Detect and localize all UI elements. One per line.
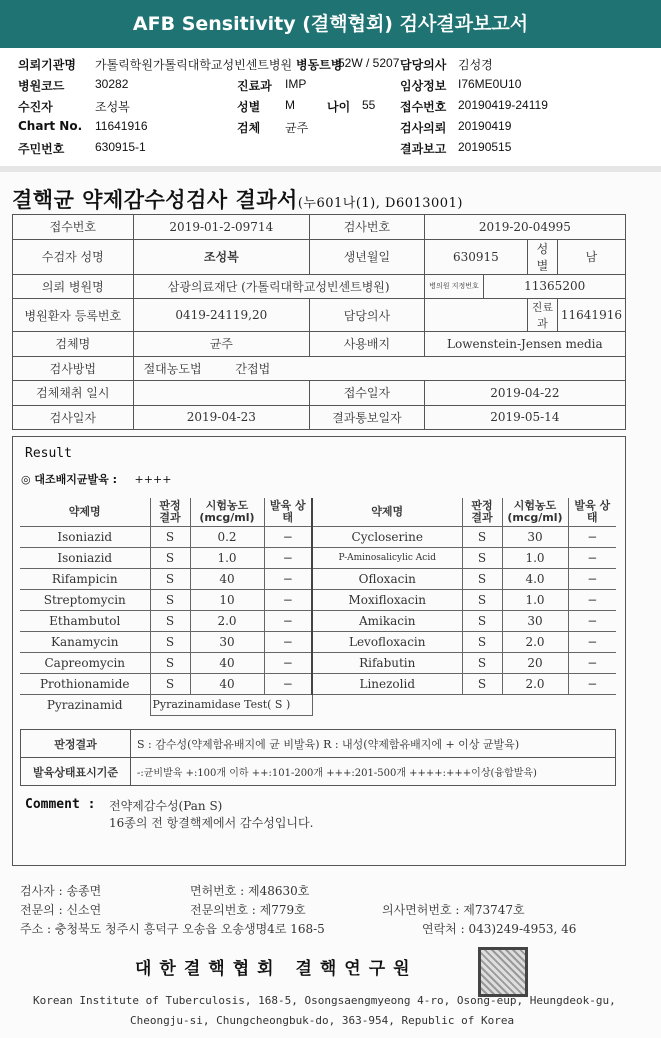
reg-no-label: 병원환자 등록번호	[13, 299, 134, 332]
collect-value	[133, 381, 309, 406]
drug-growth: −	[568, 673, 616, 694]
drug-judge: S	[150, 673, 190, 694]
drug-growth: −	[264, 547, 312, 568]
drug-name: Isoniazid	[20, 547, 150, 568]
comment-line-1: 전약제감수성(Pan S)	[109, 799, 223, 813]
drug-judge: S	[150, 547, 190, 568]
patient-name-label: 수검자 성명	[13, 239, 134, 274]
drug-judge: S	[150, 589, 190, 610]
sex-label-cell: 성별	[528, 239, 558, 274]
report-date-label: 결과보고	[400, 142, 447, 156]
id-value: 630915-1	[95, 140, 146, 154]
exam-no-label: 검사번호	[310, 215, 425, 240]
doctor-value-cell	[424, 299, 527, 332]
specimen-label: 검체	[237, 121, 261, 135]
drug-judge: S	[462, 652, 502, 673]
comment-line-2: 16종의 전 항결핵제에서 감수성입니다.	[109, 816, 314, 830]
table-row	[20, 589, 616, 610]
drug-judge: S	[462, 673, 502, 694]
col-judge: 판정 결과	[150, 498, 190, 526]
col-drug: 약제명	[20, 498, 150, 526]
patient-label: 수진자	[18, 100, 53, 114]
table-row	[20, 652, 616, 673]
drug-conc: 30	[502, 526, 568, 547]
document-title-code: (누601나(1), D6013001)	[297, 196, 463, 211]
reg-no-value: 0419-24119,20	[133, 299, 309, 332]
clinical-value: I76ME0U10	[458, 77, 522, 91]
exam-date-value: 20190419	[458, 119, 512, 133]
hospital-code-value: 30282	[95, 77, 129, 91]
drug-growth: −	[568, 568, 616, 589]
col-growth: 발육 상태	[264, 498, 312, 526]
specimen-label-cell: 검체명	[13, 332, 134, 357]
hospital-label: 의뢰 병원명	[13, 274, 134, 299]
drug-growth: −	[264, 526, 312, 547]
exam-date-label: 검사의뢰	[400, 121, 447, 135]
birth-value: 630915	[424, 239, 527, 274]
legend-table	[20, 729, 616, 786]
received-value: 2019-04-22	[424, 381, 625, 406]
result-section	[12, 436, 626, 866]
doctor-license: 의사면허번호 : 제73747호	[382, 903, 525, 917]
method-values	[133, 356, 625, 381]
drug-growth: −	[568, 631, 616, 652]
drug-name: Linezolid	[312, 673, 462, 694]
drug-growth: −	[568, 652, 616, 673]
report-date-value: 20190515	[458, 140, 512, 154]
medium-label: 사용배지	[310, 332, 425, 357]
patient-value: 조성복	[95, 100, 130, 114]
age-value: 55	[362, 98, 376, 112]
doctor-label-cell: 담당의사	[310, 299, 425, 332]
ward-label: 병동트병	[296, 58, 343, 72]
patient-name-value: 조성복	[133, 239, 309, 274]
specimen-value-cell: 균주	[133, 332, 309, 357]
specialist: 전문의 : 신소연	[20, 903, 102, 917]
doctor-value: 김성경	[458, 58, 493, 72]
drug-table	[20, 498, 616, 716]
receipt-label: 접수번호	[400, 100, 447, 114]
english-address-1: Korean Institute of Tuberculosis, 168-5, Osongsaengmyeong 4-ro, Osong-eup, Heungdeok-gu,	[33, 994, 616, 1007]
tested-value: 2019-04-23	[133, 405, 309, 430]
collect-label: 검체채취 일시	[13, 381, 134, 406]
drug-conc: 40	[190, 673, 264, 694]
drug-name: Levofloxacin	[312, 631, 462, 652]
drug-growth: −	[568, 526, 616, 547]
seal-stamp-icon	[478, 947, 528, 997]
drug-name: Ofloxacin	[312, 568, 462, 589]
tested-label: 검사일자	[13, 405, 134, 430]
drug-conc: 2.0	[502, 631, 568, 652]
exam-no-value: 2019-20-04995	[424, 215, 625, 240]
drug-name: Streptomycin	[20, 589, 150, 610]
drug-name: Rifabutin	[312, 652, 462, 673]
examiner-license: 면허번호 : 제48630호	[190, 884, 310, 898]
drug-growth: −	[264, 673, 312, 694]
culture-label: ◎ 대조배지균발육 :	[21, 473, 118, 486]
drug-conc: 30	[502, 610, 568, 631]
drug-conc: 40	[190, 568, 264, 589]
receipt-value: 20190419-24119	[458, 98, 548, 112]
english-address-2: Cheongju-si, Chungcheongbuk-do, 363-954, Republic of Korea	[130, 1014, 515, 1027]
drug-judge: S	[462, 589, 502, 610]
drug-judge: S	[150, 568, 190, 589]
col-conc-2: 시험농도 (mcg/ml)	[502, 498, 568, 526]
drug-judge: S	[462, 547, 502, 568]
chart-value: 11641916	[95, 119, 148, 133]
drug-conc: 40	[190, 652, 264, 673]
drug-conc: 20	[502, 652, 568, 673]
drug-name: Capreomycin	[20, 652, 150, 673]
drug-conc: 1.0	[190, 547, 264, 568]
dept-label-cell: 진료과	[528, 299, 558, 332]
specialist-license: 전문의번호 : 제779호	[190, 903, 306, 917]
col-drug-2: 약제명	[312, 498, 462, 526]
drug-name: Prothionamide	[20, 673, 150, 694]
method-2: 간접법	[235, 361, 271, 376]
hospital-value: 삼광의료재단 (가톨릭대학교성빈센트병원)	[133, 274, 424, 299]
reported-label: 결과통보일자	[310, 405, 425, 430]
drug-judge: S	[150, 652, 190, 673]
age-label: 나이	[327, 100, 351, 114]
table-row	[20, 526, 616, 547]
hospital-code-label: 병원코드	[18, 79, 65, 93]
report-header	[0, 48, 661, 166]
dept-value-cell: 11641916	[557, 299, 625, 332]
drug-name: Rifampicin	[20, 568, 150, 589]
drug-judge: S	[150, 526, 190, 547]
table-row	[20, 568, 616, 589]
scanned-document	[0, 172, 661, 1038]
result-title: Result	[25, 446, 72, 461]
drug-growth: −	[568, 610, 616, 631]
drug-judge: S	[462, 526, 502, 547]
hospital-code-value-cell: 11365200	[484, 274, 626, 299]
drug-conc: 1.0	[502, 547, 568, 568]
drug-conc: 1.0	[502, 589, 568, 610]
chart-label: Chart No.	[18, 119, 83, 133]
document-title-text: 결핵균 약제감수성검사 결과서	[12, 187, 298, 212]
drug-conc: 2.0	[190, 610, 264, 631]
document-title	[12, 184, 463, 214]
col-conc: 시험농도 (mcg/ml)	[190, 498, 264, 526]
col-judge-2: 판정 결과	[462, 498, 502, 526]
organization-name: 대한결핵협회 결핵연구원	[135, 959, 418, 979]
drug-conc: 10	[190, 589, 264, 610]
drug-growth: −	[264, 652, 312, 673]
info-table	[12, 214, 626, 430]
drug-name: Amikacin	[312, 610, 462, 631]
examiner: 검사자 : 송종면	[20, 884, 102, 898]
reported-value: 2019-05-14	[424, 405, 625, 430]
table-row	[20, 610, 616, 631]
drug-growth: −	[264, 610, 312, 631]
sex-value-cell: 남	[557, 239, 625, 274]
doctor-label: 담당의사	[400, 58, 447, 72]
drug-growth: −	[264, 631, 312, 652]
drug-conc: 2.0	[502, 673, 568, 694]
specimen-value: 균주	[285, 121, 309, 135]
drug-conc: 4.0	[502, 568, 568, 589]
table-row	[20, 694, 616, 715]
comment-label: Comment :	[25, 797, 96, 812]
institution-label: 의뢰기관명	[18, 58, 76, 72]
receipt-no-value: 2019-01-2-09714	[133, 215, 309, 240]
institution-value: 가톨릭학원가톨릭대학교성빈센트병원	[95, 58, 293, 72]
ward-value: 52W / 5207	[338, 56, 400, 70]
hospital-code-label-cell: 병의원 지정번호	[424, 274, 484, 299]
drug-name: Moxifloxacin	[312, 589, 462, 610]
pza-test: Pyrazinamidase Test( S )	[150, 694, 312, 715]
drug-conc: 30	[190, 631, 264, 652]
drug-judge: S	[462, 568, 502, 589]
drug-name: Cycloserine	[312, 526, 462, 547]
drug-growth: −	[568, 589, 616, 610]
method-1: 절대농도법	[143, 361, 202, 376]
table-row	[20, 547, 616, 568]
legend-judge-label: 판정결과	[21, 730, 131, 758]
drug-conc: 0.2	[190, 526, 264, 547]
legend-growth-text: -:균비발육 +:100개 이하 ++:101-200개 +++:201-500개 ++++:+++이상(융합발육)	[131, 758, 616, 786]
id-label: 주민번호	[18, 142, 65, 156]
drug-growth: −	[264, 568, 312, 589]
birth-label: 생년월일	[310, 239, 425, 274]
culture-value: ++++	[134, 473, 172, 486]
legend-growth-label: 발육상태표시기준	[21, 758, 131, 786]
empty-cell	[312, 694, 616, 715]
drug-name: Isoniazid	[20, 526, 150, 547]
drug-judge: S	[462, 631, 502, 652]
received-label: 접수일자	[310, 381, 425, 406]
drug-growth: −	[264, 589, 312, 610]
address: 주소 : 충청북도 청주시 흥덕구 오송읍 오송생명4로 168-5	[20, 922, 325, 936]
dept-value: IMP	[285, 77, 307, 91]
drug-name: Ethambutol	[20, 610, 150, 631]
drug-judge: S	[462, 610, 502, 631]
table-row	[20, 673, 616, 694]
report-title: AFB Sensitivity (결핵협회) 검사결과보고서	[0, 0, 661, 48]
col-growth-2: 발육 상태	[568, 498, 616, 526]
drug-name: P-Aminosalicylic Acid	[312, 547, 462, 568]
culture-line	[21, 471, 171, 487]
sex-label: 성별	[237, 100, 261, 114]
drug-judge: S	[150, 631, 190, 652]
contact: 연락처 : 043)249-4953, 46	[422, 922, 577, 936]
clinical-label: 임상정보	[400, 79, 447, 93]
sex-value: M	[285, 98, 295, 112]
method-label: 검사방법	[13, 356, 134, 381]
drug-table-header	[20, 498, 616, 526]
dept-label: 진료과	[237, 79, 272, 93]
legend-judge-text: S : 감수성(약제함유배지에 균 비발육) R : 내성(약제함유배지에 + 이상 균발육)	[131, 730, 616, 758]
drug-judge: S	[150, 610, 190, 631]
pza-drug: Pyrazinamid	[46, 697, 123, 712]
table-row	[20, 631, 616, 652]
medium-value: Lowenstein-Jensen media	[424, 332, 625, 357]
drug-growth: −	[568, 547, 616, 568]
receipt-no-label: 접수번호	[13, 215, 134, 240]
drug-name: Kanamycin	[20, 631, 150, 652]
